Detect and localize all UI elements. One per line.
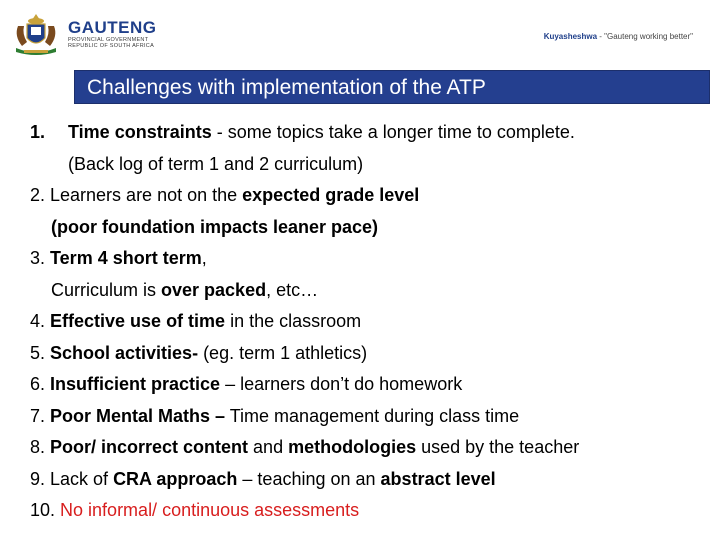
logo-subtitle: PROVINCIAL GOVERNMENT xyxy=(68,36,149,43)
item-emphasis: Term 4 short term xyxy=(50,248,202,268)
item-emphasis: Effective use of time xyxy=(50,311,226,331)
item-text: – teaching on an xyxy=(237,468,381,489)
tagline xyxy=(544,32,693,41)
challenges-list xyxy=(30,117,710,527)
tagline-brand: Kuyasheshwa xyxy=(543,32,598,41)
list-item-1 xyxy=(30,117,710,149)
slide-title: Challenges with implementation of the ATP xyxy=(87,76,486,99)
item-text: 6. xyxy=(30,374,51,394)
list-item-2 xyxy=(30,180,710,212)
list-item-8 xyxy=(30,432,710,464)
item-text: 4. xyxy=(30,311,51,331)
item-text: - some topics take a longer time to complete. xyxy=(211,122,575,142)
item-text: (eg. term 1 athletics) xyxy=(198,342,368,363)
gauteng-logo xyxy=(10,12,157,56)
item-text: – learners don’t do homework xyxy=(220,374,463,394)
list-item-10 xyxy=(30,495,710,527)
item-emphasis: Poor/ incorrect content xyxy=(50,437,249,457)
item-emphasis: Time constraints xyxy=(68,122,212,142)
item-emphasis: CRA approach xyxy=(113,468,238,489)
item-highlight: No informal/ continuous assessments xyxy=(60,500,360,520)
list-item-3-continued xyxy=(30,275,710,307)
coat-of-arms-icon xyxy=(10,12,62,56)
item-text: 5. xyxy=(30,342,51,363)
slide-header xyxy=(0,0,720,62)
list-item-2-continued xyxy=(30,212,710,244)
item-text: in the classroom xyxy=(225,311,362,331)
list-item-4 xyxy=(30,306,710,338)
item-text: 8. xyxy=(30,437,51,457)
tagline-slogan: - "Gauteng working better" xyxy=(597,32,693,41)
item-emphasis: methodologies xyxy=(288,437,417,457)
item-text: 9. Lack of xyxy=(30,468,114,489)
logo-country: REPUBLIC OF SOUTH AFRICA xyxy=(68,43,155,49)
item-emphasis: over packed xyxy=(161,279,267,300)
item-emphasis: School activities- xyxy=(50,342,199,363)
item-emphasis: (poor foundation impacts leaner pace) xyxy=(51,216,379,237)
list-item-1-continued xyxy=(30,149,710,181)
item-text: 3. xyxy=(30,248,51,268)
item-emphasis: Poor Mental Maths – xyxy=(50,405,226,426)
item-text: Time management during class time xyxy=(225,405,520,426)
item-text: 10. xyxy=(30,500,61,520)
item-number: 1. xyxy=(30,122,46,142)
item-text: Curriculum is xyxy=(51,279,162,300)
list-item-9 xyxy=(30,464,710,496)
item-text: 7. xyxy=(30,405,51,426)
item-text: used by the teacher xyxy=(416,437,580,457)
list-item-3 xyxy=(30,243,710,275)
list-item-6 xyxy=(30,369,710,401)
logo-name: GAUTENG xyxy=(68,17,157,37)
item-text: 2. Learners are not on the xyxy=(30,185,243,205)
item-text: , etc… xyxy=(266,279,319,300)
list-item-7 xyxy=(30,401,710,433)
item-text: and xyxy=(248,437,289,457)
item-text: , xyxy=(201,248,207,268)
item-emphasis: expected grade level xyxy=(242,185,420,205)
item-text: (Back log of term 1 and 2 curriculum) xyxy=(68,153,364,174)
item-emphasis: Insufficient practice xyxy=(50,374,221,394)
list-item-5 xyxy=(30,338,710,370)
title-bar xyxy=(74,70,710,104)
item-emphasis: abstract level xyxy=(380,468,496,489)
